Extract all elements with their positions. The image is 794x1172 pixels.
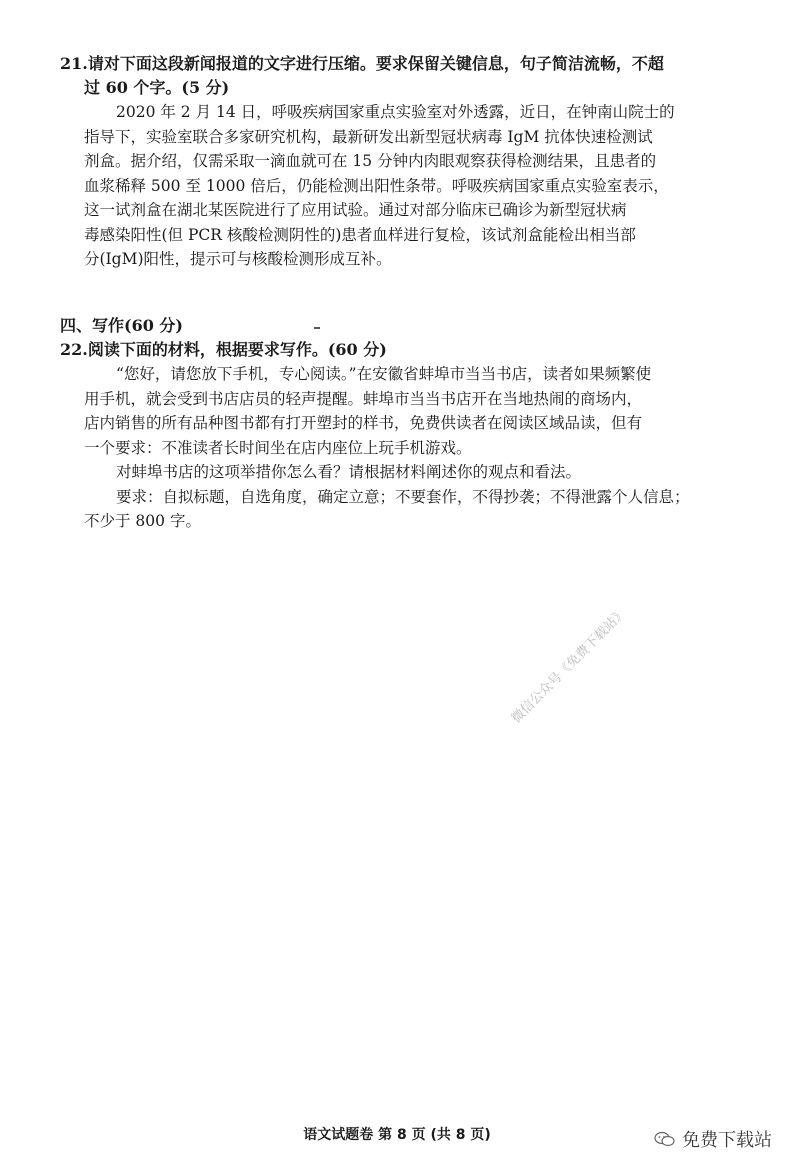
page-footer: 语文试题卷 第 8 页 (共 8 页) bbox=[303, 1127, 491, 1143]
q21-passage bbox=[84, 100, 736, 272]
material-line: 用手机，就会受到书店店员的轻声提醒。蚌埠市当当书店开在当地热闹的商场内， bbox=[84, 389, 643, 408]
section-title: 四、写作(60 分) bbox=[60, 316, 183, 335]
brand-label bbox=[654, 1126, 772, 1152]
material-line: 店内销售的所有品种图书都有打开塑封的样书，免费供读者在阅读区域品读，但有 bbox=[84, 414, 643, 432]
q21-prompt-line2: 过 60 个字。(5 分) bbox=[84, 78, 230, 97]
q21-number: 21. bbox=[60, 54, 88, 73]
passage-line: 分(IgM)阳性，提示可与核酸检测形成互补。 bbox=[84, 250, 392, 268]
q22-material bbox=[84, 362, 736, 534]
watermark: 微信公众号《免费下载站》 bbox=[508, 605, 630, 727]
passage-line: 剂盒。据介绍，仅需采取一滴血就可在 15 分钟内肉眼观察获得检测结果，且患者的 bbox=[84, 152, 657, 170]
passage-line: 毒感染阳性(但 PCR 核酸检测阴性的)患者血样进行复检，该试剂盒能检出相当部 bbox=[84, 225, 636, 244]
passage-line: 指导下，实验室联合多家研究机构，最新研发出新型冠状病毒 IgM 抗体快速检测试 bbox=[84, 127, 653, 146]
stray-mark bbox=[314, 327, 320, 329]
q22-prompt-text: 阅读下面的材料，根据要求写作。(60 分) bbox=[87, 340, 387, 359]
wechat-icon bbox=[654, 1131, 676, 1147]
q22-prompt bbox=[60, 338, 736, 362]
material-line: “您好，请您放下手机，专心阅读。”在安徽省蚌埠市当当书店，读者如果频繁使 bbox=[116, 365, 652, 383]
q21-prompt bbox=[60, 52, 736, 76]
passage-line: 2020 年 2 月 14 日，呼吸疾病国家重点实验室对外透露，近日，在钟南山院士的 bbox=[116, 103, 675, 121]
q21-prompt-line1: 请对下面这段新闻报道的文字进行压缩。要求保留关键信息，句子简洁流畅，不超 bbox=[87, 54, 664, 73]
q22-question: 对蚌埠书店的这项举措你怎么看？请根据材料阐述你的观点和看法。 bbox=[116, 463, 582, 481]
passage-line: 血浆稀释 500 至 1000 倍后，仍能检测出阳性条带。呼吸疾病国家重点实验室表示， bbox=[84, 176, 669, 195]
requirements-line: 不少于 800 字。 bbox=[84, 512, 201, 530]
brand-text: 免费下载站 bbox=[682, 1130, 772, 1151]
passage-line: 这一试剂盒在湖北某医院进行了应用试验。通过对部分临床已确诊为新型冠状病 bbox=[84, 201, 627, 219]
q22-number: 22. bbox=[60, 340, 88, 359]
requirements-line: 要求：自拟标题，自选角度，确定立意；不要套作，不得抄袭；不得泄露个人信息； bbox=[116, 487, 690, 506]
material-line: 一个要求：不准读者长时间坐在店内座位上玩手机游戏。 bbox=[84, 438, 472, 457]
